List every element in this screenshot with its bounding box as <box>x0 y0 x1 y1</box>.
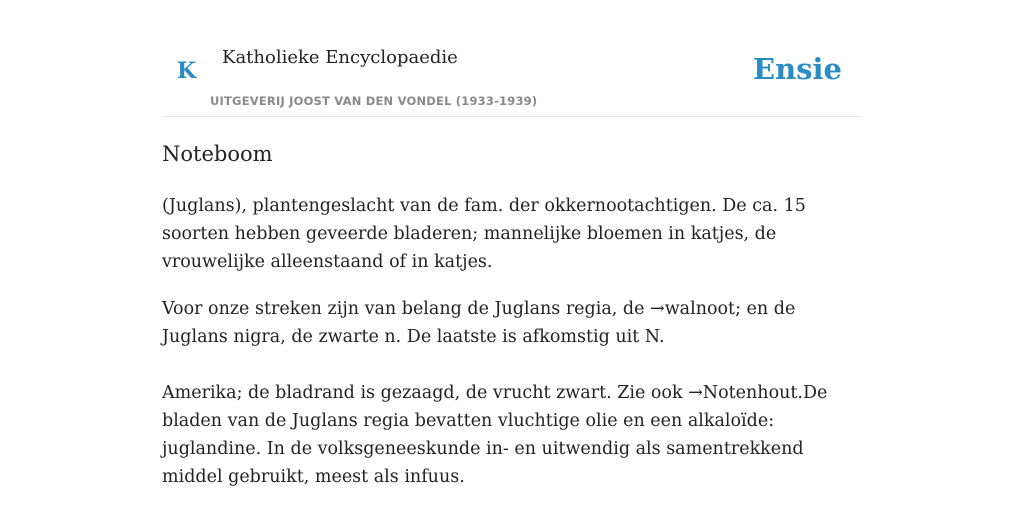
publisher-line: UITGEVERIJ JOOST VAN DEN VONDEL (1933-1939) <box>210 94 538 108</box>
page-header <box>162 0 862 117</box>
article-paragraph-3 <box>162 379 862 491</box>
ensie-logo-link[interactable]: Ensie <box>753 52 842 86</box>
encyclopedia-title: Katholieke Encyclopaedie <box>222 47 458 68</box>
paragraph-3-text-start: Amerika; de bladrand is gezaagd, de vrucht zwart. Zie ook <box>162 383 689 403</box>
article-paragraph-2 <box>162 295 862 351</box>
paragraph-3-text-end: .De bladen van de Juglans regia bevatten vluchtige olie en een alkaloïde: juglandine. In de volksgeneeskunde in- en uitwendig als samentrekkend middel gebruikt, meest als infuus. <box>162 383 828 487</box>
article-paragraph-1: (Juglans), plantengeslacht van de fam. der okkernootachtigen. De ca. 15 soorten hebben geveerde bladeren; mannelijke bloemen in katjes, de vrouwelijke alleenstaand of in katjes. <box>162 196 806 272</box>
encyclopedia-logo-link[interactable]: K <box>177 58 197 84</box>
notenhout-link[interactable]: →Notenhout <box>688 383 798 403</box>
article <box>162 138 862 491</box>
paragraph-2-text-start: Voor onze streken zijn van belang de Juglans regia, de <box>162 299 651 319</box>
paragraph-2-text-end: ; en de Juglans nigra, de zwarte n. De laatste is afkomstig uit N. <box>162 299 796 347</box>
walnoot-link[interactable]: →walnoot <box>650 299 736 319</box>
article-title: Noteboom <box>162 142 273 166</box>
